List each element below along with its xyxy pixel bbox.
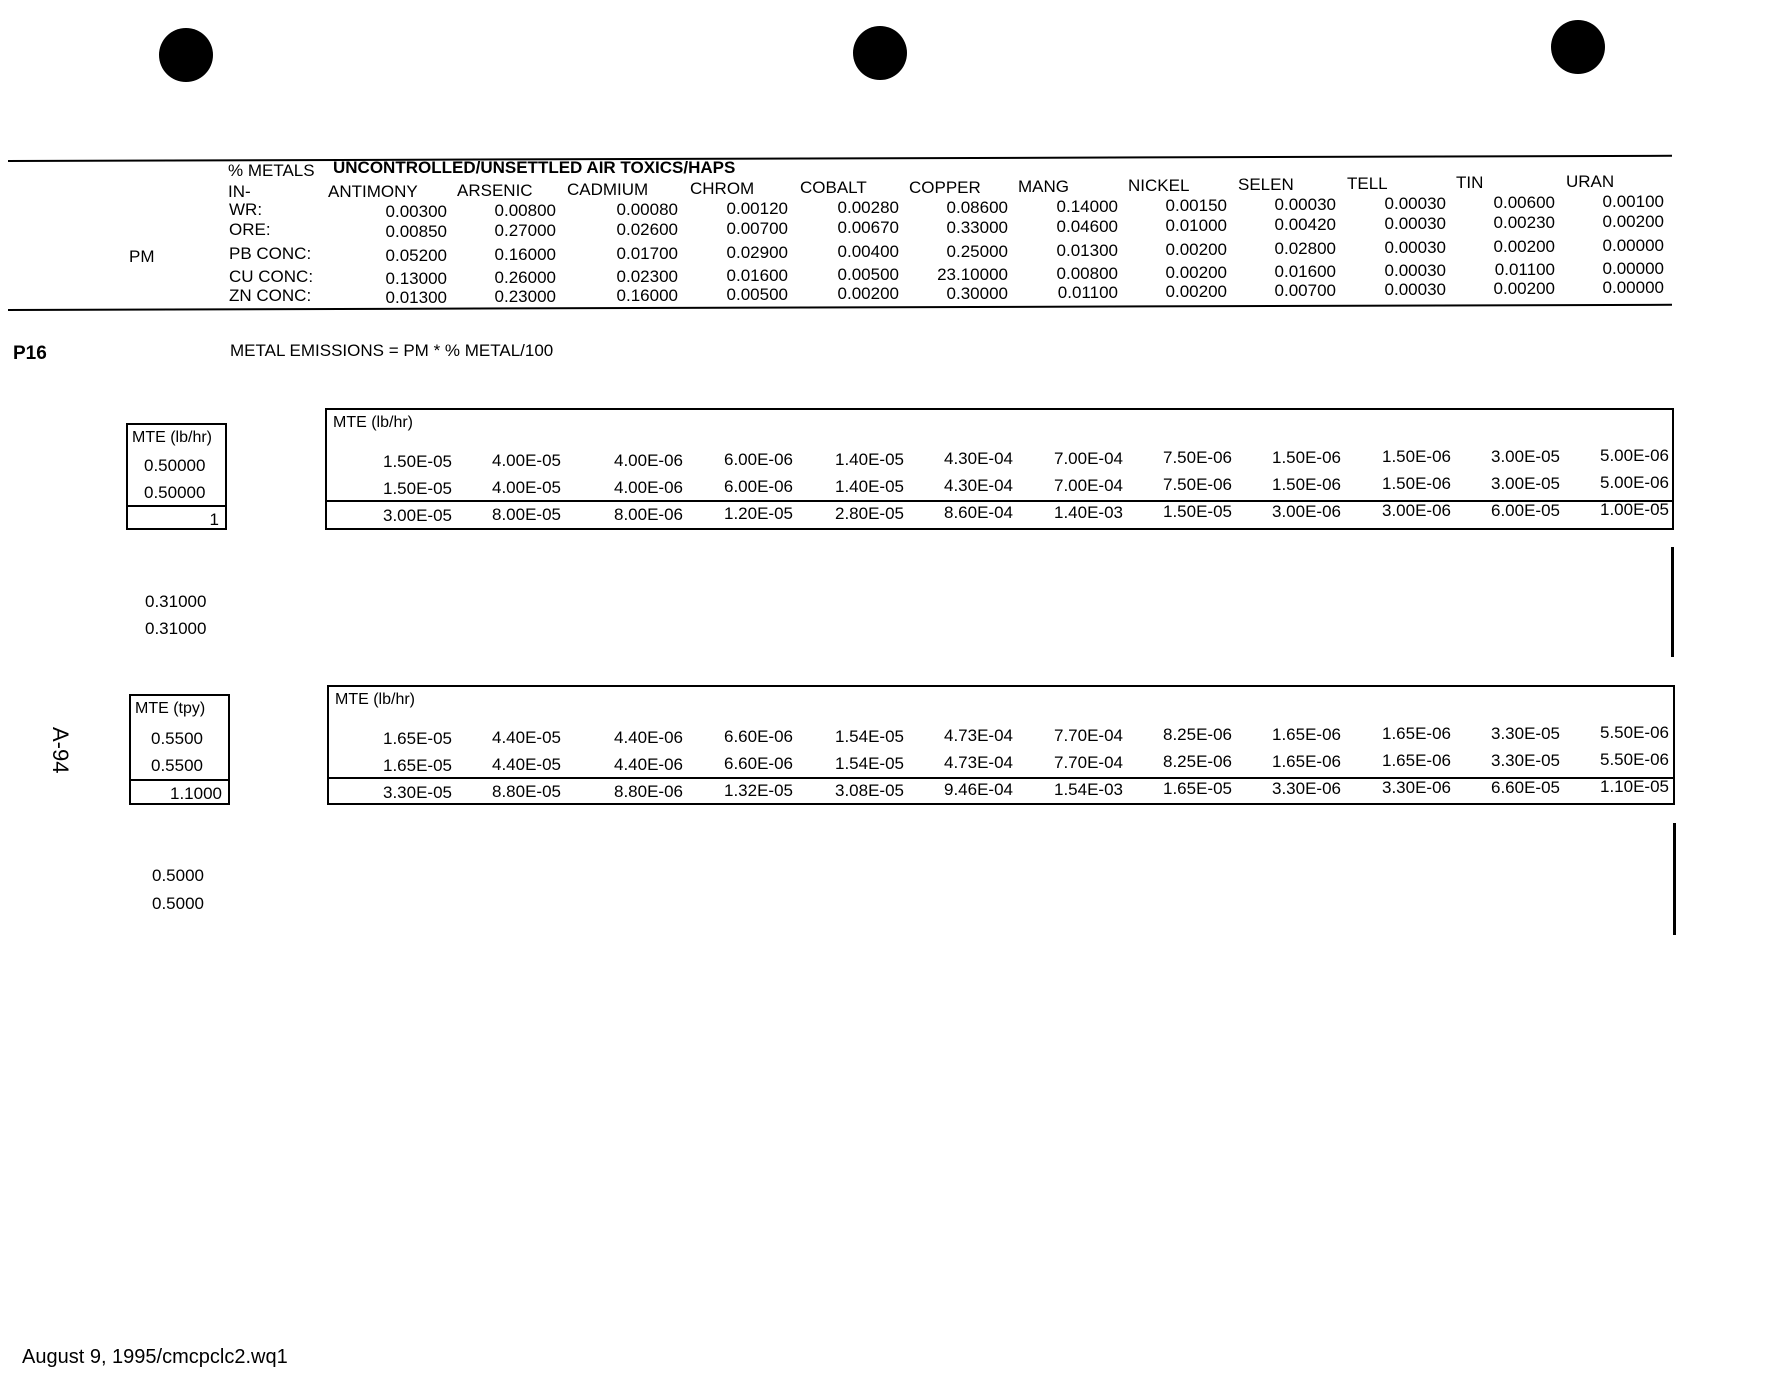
- composition-row-label: ZN CONC:: [229, 286, 312, 305]
- composition-cell: 0.00700: [726, 219, 788, 239]
- emission-total-cell: 1.00E-05: [1600, 499, 1669, 519]
- emission-total-cell: 8.00E-06: [614, 504, 683, 524]
- composition-cell: 0.00200: [1493, 237, 1555, 256]
- emission-total-cell: 1.10E-05: [1600, 776, 1669, 796]
- emission-cell: 1.50E-05: [383, 452, 452, 471]
- emission-cell: 1.65E-05: [383, 729, 452, 748]
- side-value: 0.5500: [151, 756, 203, 775]
- metal-header: URAN: [1566, 172, 1615, 192]
- emission-total-cell: 8.80E-06: [614, 781, 683, 801]
- punch-hole-left: [159, 28, 213, 82]
- pm-label: PM: [129, 247, 155, 266]
- metal-header: ARSENIC: [457, 181, 533, 201]
- composition-cell: 0.02300: [616, 267, 678, 287]
- metal-header: COBALT: [800, 178, 867, 198]
- composition-cell: 0.13000: [385, 269, 447, 288]
- composition-cell: 0.00200: [1602, 212, 1664, 232]
- emission-cell: 4.00E-05: [492, 451, 561, 471]
- side-box-title: MTE (lb/hr): [132, 429, 212, 446]
- emission-cell: 1.50E-06: [1272, 474, 1341, 494]
- composition-cell: 0.00500: [726, 285, 788, 305]
- metal-header: TELL: [1347, 173, 1388, 193]
- emission-total-cell: 3.00E-06: [1382, 501, 1451, 521]
- metal-header: NICKEL: [1128, 175, 1190, 195]
- emission-cell: 1.54E-05: [835, 753, 904, 773]
- side-value: 0.50000: [144, 483, 206, 502]
- punch-hole-right: [1551, 20, 1605, 74]
- emission-total-cell: 3.30E-05: [383, 783, 452, 802]
- emission-total-cell: 1.54E-03: [1054, 779, 1123, 799]
- emission-cell: 4.00E-06: [614, 450, 683, 470]
- composition-cell: 0.00700: [1274, 280, 1336, 300]
- emission-cell: 3.00E-05: [1491, 473, 1560, 493]
- emission-cell: 1.65E-05: [383, 756, 452, 775]
- composition-cell: 0.00200: [1493, 279, 1555, 298]
- emission-cell: 1.65E-06: [1382, 751, 1451, 771]
- emission-total-cell: 1.65E-05: [1163, 779, 1232, 799]
- emission-cell: 4.00E-05: [492, 478, 561, 498]
- emissions-table-2: [327, 685, 1675, 805]
- composition-cell: 0.33000: [946, 217, 1008, 237]
- composition-cell: 0.08600: [946, 197, 1008, 217]
- composition-cell: 0.00670: [837, 218, 899, 238]
- footer-text: August 9, 1995/cmcpclc2.wq1: [22, 1346, 288, 1368]
- composition-cell: 0.00030: [1384, 279, 1446, 299]
- composition-cell: 0.00100: [1602, 192, 1664, 212]
- extra-value: 0.5000: [152, 866, 204, 885]
- header-title-prefix: % METALS: [228, 161, 315, 180]
- emission-cell: 1.65E-06: [1272, 751, 1341, 771]
- emission-cell: 5.50E-06: [1600, 722, 1669, 742]
- composition-cell: 0.14000: [1056, 196, 1118, 216]
- extra-value: 0.31000: [145, 592, 207, 611]
- composition-cell: 0.05200: [385, 246, 447, 265]
- emission-total-cell: 1.40E-03: [1054, 502, 1123, 522]
- composition-cell: 0.16000: [616, 286, 678, 306]
- emission-cell: 4.73E-04: [944, 753, 1013, 773]
- composition-cell: 0.00400: [837, 242, 899, 262]
- composition-cell: 0.00200: [837, 284, 899, 304]
- composition-row-label: PB CONC:: [229, 244, 312, 263]
- composition-cell: 0.02800: [1274, 238, 1336, 258]
- composition-cell: 0.01300: [385, 288, 447, 307]
- emission-cell: 4.30E-04: [944, 449, 1013, 469]
- margin-bar-1: [1671, 547, 1674, 657]
- emission-cell: 7.50E-06: [1163, 475, 1232, 495]
- composition-cell: 0.00030: [1384, 237, 1446, 257]
- metal-header: CHROM: [690, 179, 755, 199]
- emission-cell: 1.50E-06: [1272, 447, 1341, 467]
- composition-cell: 0.00800: [1056, 263, 1118, 283]
- composition-cell: 0.04600: [1056, 216, 1118, 236]
- emission-cell: 3.30E-05: [1491, 723, 1560, 743]
- emission-cell: 4.30E-04: [944, 476, 1013, 496]
- composition-cell: 0.00300: [385, 202, 447, 221]
- emission-cell: 7.50E-06: [1163, 448, 1232, 468]
- composition-cell: 0.02600: [616, 220, 678, 240]
- emission-total-cell: 2.80E-05: [835, 503, 904, 523]
- emission-cell: 5.00E-06: [1600, 445, 1669, 465]
- emission-cell: 1.40E-05: [835, 476, 904, 496]
- emission-total-cell: 3.00E-06: [1272, 501, 1341, 521]
- emission-cell: 4.40E-05: [492, 728, 561, 748]
- emission-total-cell: 8.60E-04: [944, 503, 1013, 523]
- emission-total-cell: 1.32E-05: [724, 781, 793, 801]
- emission-cell: 6.00E-06: [724, 477, 793, 497]
- emission-total-cell: 3.30E-06: [1272, 778, 1341, 798]
- emission-cell: 4.73E-04: [944, 726, 1013, 746]
- emission-cell: 4.00E-06: [614, 477, 683, 497]
- emission-cell: 6.60E-06: [724, 727, 793, 747]
- composition-cell: 0.01600: [726, 266, 788, 286]
- extra-value: 0.5000: [152, 894, 204, 913]
- composition-cell: 0.23000: [494, 287, 556, 307]
- side-total: 1: [209, 510, 219, 529]
- composition-cell: 0.01300: [1056, 240, 1118, 260]
- metal-header: SELEN: [1238, 174, 1294, 194]
- composition-cell: 0.00030: [1384, 260, 1446, 280]
- emission-cell: 1.50E-06: [1382, 474, 1451, 494]
- emission-cell: 8.25E-06: [1163, 752, 1232, 772]
- emission-cell: 8.25E-06: [1163, 725, 1232, 745]
- emission-cell: 1.65E-06: [1382, 724, 1451, 744]
- metal-header: ANTIMONY: [328, 182, 418, 201]
- composition-cell: 0.00080: [616, 200, 678, 220]
- composition-cell: 0.00500: [837, 265, 899, 285]
- composition-cell: 0.01000: [1165, 215, 1227, 235]
- composition-cell: 0.26000: [494, 268, 556, 288]
- emission-total-cell: 1.20E-05: [724, 504, 793, 524]
- side-box-separator: [128, 505, 225, 507]
- metal-header: TIN: [1456, 173, 1484, 192]
- emission-total-cell: 9.46E-04: [944, 780, 1013, 800]
- emission-cell: 5.00E-06: [1600, 472, 1669, 492]
- side-total: 1.1000: [170, 784, 222, 803]
- emission-cell: 6.00E-06: [724, 450, 793, 470]
- side-box-separator: [131, 779, 228, 781]
- emission-cell: 3.30E-05: [1491, 750, 1560, 770]
- emission-cell: 4.40E-06: [614, 754, 683, 774]
- composition-cell: 0.00000: [1602, 236, 1664, 256]
- composition-cell: 0.30000: [946, 283, 1008, 303]
- side-box-2: [129, 694, 230, 805]
- emission-cell: 7.00E-04: [1054, 448, 1123, 468]
- composition-cell: 0.00280: [837, 198, 899, 218]
- emission-total-cell: 3.30E-06: [1382, 778, 1451, 798]
- emission-cell: 1.54E-05: [835, 726, 904, 746]
- formula-text: METAL EMISSIONS = PM * % METAL/100: [230, 341, 554, 360]
- side-value: 0.5500: [151, 729, 203, 748]
- header-title-main: UNCONTROLLED/UNSETTLED AIR TOXICS/HAPS: [333, 158, 736, 177]
- emission-cell: 7.00E-04: [1054, 475, 1123, 495]
- composition-cell: 0.00850: [385, 222, 447, 241]
- composition-cell: 0.00420: [1274, 214, 1336, 234]
- table-title: MTE (lb/hr): [333, 414, 413, 431]
- emission-total-cell: 3.08E-05: [835, 780, 904, 800]
- composition-cell: 0.00200: [1165, 281, 1227, 301]
- section-id: P16: [13, 343, 47, 364]
- table-title: MTE (lb/hr): [335, 691, 415, 708]
- composition-cell: 0.00000: [1602, 259, 1664, 279]
- side-value: 0.50000: [144, 456, 206, 475]
- metal-header: COPPER: [909, 177, 981, 197]
- composition-cell: 0.00230: [1493, 213, 1555, 232]
- emission-cell: 1.65E-06: [1272, 724, 1341, 744]
- emission-cell: 1.50E-05: [383, 479, 452, 498]
- emission-total-cell: 8.00E-05: [492, 505, 561, 525]
- composition-cell: 23.10000: [937, 264, 1008, 284]
- punch-hole-center: [853, 26, 907, 80]
- composition-cell: 0.00200: [1165, 262, 1227, 282]
- composition-cell: 0.00030: [1274, 194, 1336, 214]
- emission-cell: 7.70E-04: [1054, 725, 1123, 745]
- emission-cell: 6.60E-06: [724, 754, 793, 774]
- side-box-1: [126, 423, 227, 530]
- emission-total-cell: 8.80E-05: [492, 782, 561, 802]
- composition-cell: 0.01100: [1057, 282, 1118, 302]
- emission-total-cell: 6.00E-05: [1491, 500, 1560, 520]
- composition-cell: 0.16000: [494, 245, 556, 265]
- composition-cell: 0.01600: [1274, 261, 1336, 281]
- composition-cell: 0.00000: [1602, 278, 1664, 298]
- side-box-title: MTE (tpy): [135, 700, 206, 717]
- extra-value: 0.31000: [145, 619, 207, 638]
- composition-cell: 0.02900: [726, 243, 788, 263]
- composition-cell: 0.00120: [726, 199, 788, 219]
- composition-row-label: CU CONC:: [229, 267, 314, 286]
- header-in-label: IN-: [228, 182, 251, 201]
- composition-cell: 0.00030: [1384, 193, 1446, 213]
- composition-cell: 0.25000: [946, 241, 1008, 261]
- composition-cell: 0.01700: [616, 244, 678, 264]
- composition-cell: 0.00200: [1165, 239, 1227, 259]
- composition-row-label: WR:: [229, 200, 263, 219]
- emission-cell: 1.50E-06: [1382, 447, 1451, 467]
- emission-cell: 4.40E-05: [492, 755, 561, 775]
- margin-bar-2: [1673, 823, 1676, 935]
- metal-header: MANG: [1018, 176, 1069, 196]
- emission-total-cell: 6.60E-05: [1491, 777, 1560, 797]
- composition-cell: 0.00600: [1493, 193, 1555, 212]
- emission-cell: 7.70E-04: [1054, 752, 1123, 772]
- composition-row-label: ORE:: [229, 220, 271, 239]
- composition-cell: 0.00150: [1165, 195, 1227, 215]
- metal-header: CADMIUM: [567, 180, 649, 200]
- emission-cell: 5.50E-06: [1600, 749, 1669, 769]
- composition-cell: 0.27000: [494, 221, 556, 241]
- emission-total-cell: 3.00E-05: [383, 506, 452, 525]
- emissions-table-1: [325, 408, 1674, 530]
- composition-cell: 0.00030: [1384, 213, 1446, 233]
- emission-cell: 4.40E-06: [614, 727, 683, 747]
- composition-cell: 0.01100: [1494, 260, 1555, 279]
- emission-total-cell: 1.50E-05: [1163, 502, 1232, 522]
- emission-cell: 3.00E-05: [1491, 446, 1560, 466]
- emission-cell: 1.40E-05: [835, 449, 904, 469]
- page-number: A-94: [48, 727, 73, 774]
- composition-cell: 0.00800: [494, 201, 556, 221]
